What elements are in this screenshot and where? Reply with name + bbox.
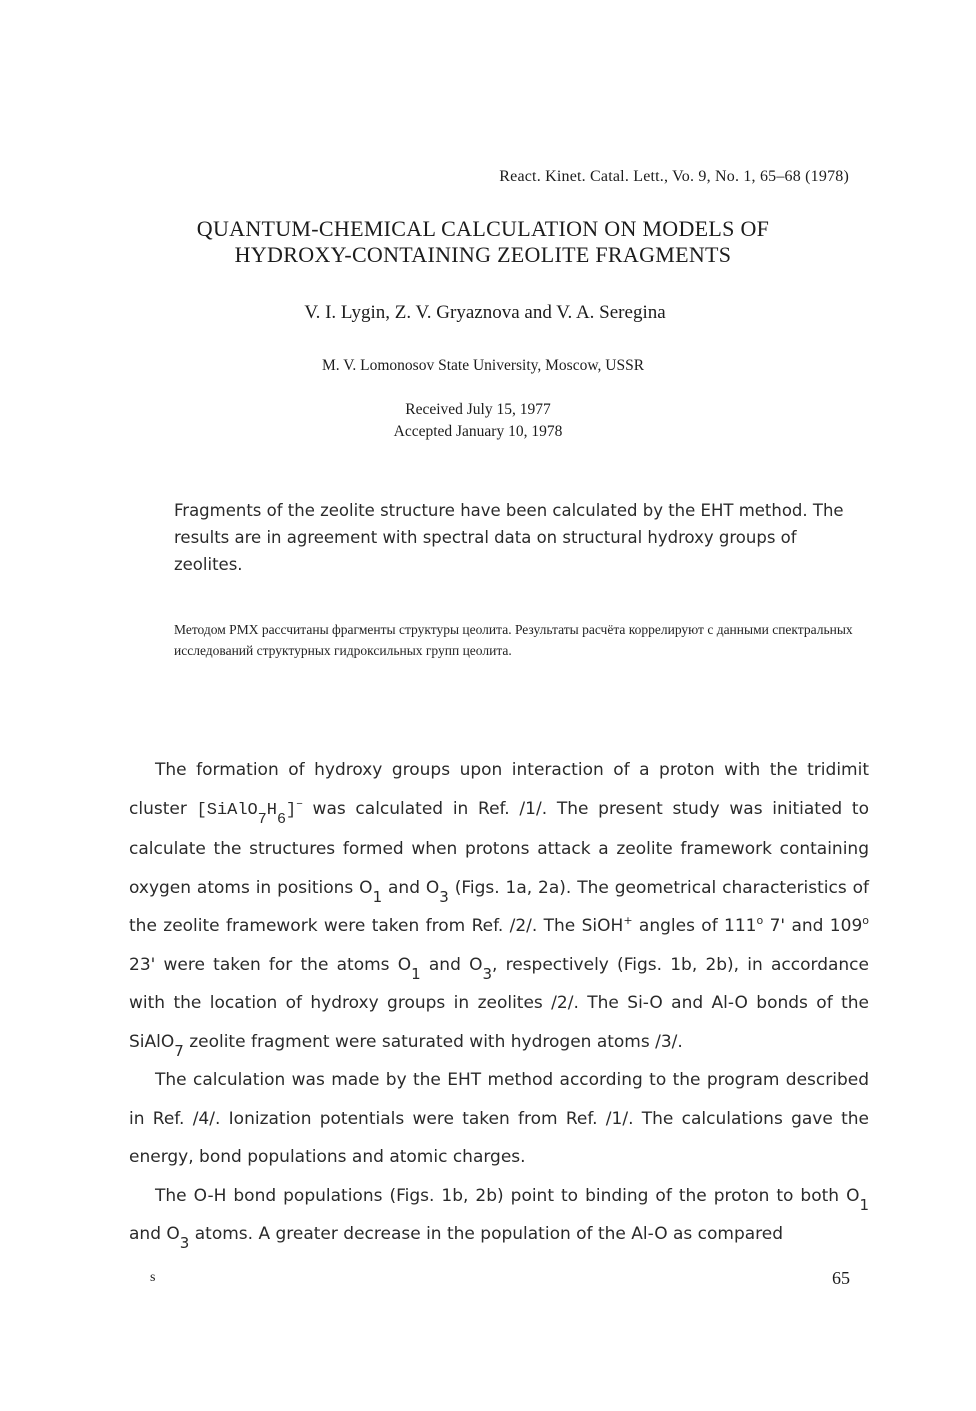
fragment-formula: SiAlO$_7$ — [129, 1031, 184, 1060]
accepted-date: Accepted January 10, 1978 — [393, 423, 563, 440]
title-line-2: HYDROXY-CONTAINING ZEOLITE FRAGMENTS — [234, 242, 732, 267]
body-text — [129, 751, 869, 1254]
paper-title — [0, 216, 966, 268]
abstract-english: Fragments of the zeolite structure have been calculated by the EHT method. The results are in agreement with spectral data on structural hydroxy groups of zeolites. — [174, 501, 844, 574]
paragraph-3: The O-H bond populations (Figs. 1b, 2b) point to binding of the proton to both $O_1$ and $O_3$ atoms. A greater decrease in the population of the Al-O as compared — [129, 1185, 869, 1252]
page-number: 65 — [832, 1268, 850, 1288]
footer-signature-mark: s — [150, 1270, 156, 1285]
abstract-russian: Методом РМХ рассчитаны фрагменты структуры цеолита. Результаты расчёта коррелируют с данными спектральных исследований структурных гидроксильных групп цеолита. — [174, 622, 853, 658]
cluster-formula: $[SiAlO_7H_6]^-$ — [196, 798, 303, 828]
submission-dates — [0, 399, 956, 443]
author-list: V. I. Lygin, Z. V. Gryaznova and V. A. Seregina — [304, 302, 666, 323]
paragraph-2: The calculation was made by the EHT method according to the program described in Ref. /4/. Ionization potentials were taken from Ref. /1/. The calculations gave the energy, bond populations and atomic charges. — [129, 1070, 869, 1167]
affiliation: M. V. Lomonosov State University, Moscow, USSR — [321, 357, 645, 374]
title-line-1: QUANTUM-CHEMICAL CALCULATION ON MODELS OF — [196, 216, 770, 241]
journal-citation: React. Kinet. Catal. Lett., Vo. 9, No. 1, 65–68 (1978) — [499, 168, 849, 185]
received-date: Received July 15, 1977 — [405, 401, 551, 418]
paragraph-1: The formation of hydroxy groups upon interaction of a proton with the tridimit cluster $[SiAlO_7H_6]^-$ was calculated in Ref. /1/. The present study was initiated to calculate the structures formed when protons attack a zeolite framework containing oxygen atoms in positions $O_1$ and $O_3$ (Figs. 1a, 2a). The geometrical characteristics of the zeolite framework were taken from Ref. /2/. The SiOH+ angles of 111$^o$ 7' and 109$^o$ 23' were taken for the atoms $O_1$ and $O_3$, respectively (Figs. 1b, 2b), in accordance with the location of hydroxy groups in zeolites /2/. The Si-O and Al-O bonds of the SiAlO$_7$ zeolite fragment were saturated with hydrogen atoms /3/. — [129, 760, 869, 1060]
